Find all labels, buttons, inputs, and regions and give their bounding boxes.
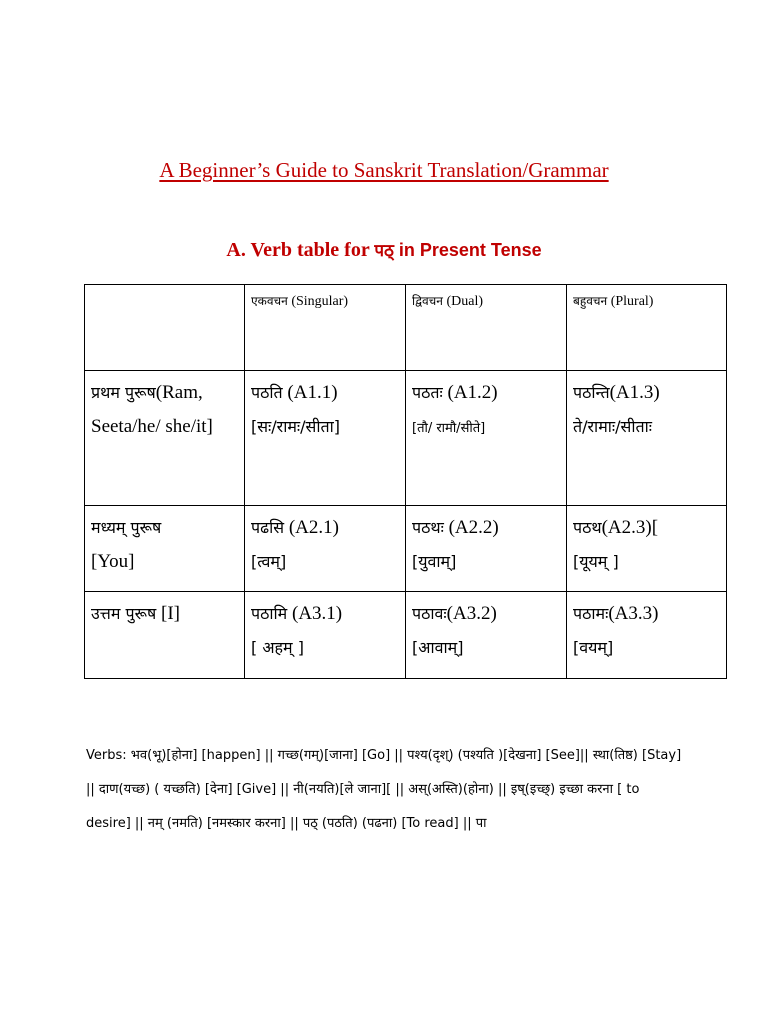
table-heading-prefix: A. Verb table for <box>226 239 375 261</box>
verb-table <box>84 284 727 679</box>
header-singular: एकवचन (Singular) <box>245 285 406 371</box>
table-heading <box>0 238 768 262</box>
cell-verb-form: पठावः(A3.2) [आवाम्] <box>406 592 567 679</box>
cell-verb-form: पठामि (A3.1) [ अहम् ] <box>245 592 406 679</box>
document-title: A Beginner’s Guide to Sanskrit Translation/Grammar <box>159 158 609 182</box>
table-heading-suffix: in Present Tense <box>393 240 542 260</box>
header-plural: बहुवचन (Plural) <box>567 285 727 371</box>
verb-root: पठ् <box>374 241 394 261</box>
header-empty-cell <box>85 285 245 371</box>
header-dual: द्विवचन (Dual) <box>406 285 567 371</box>
cell-verb-form: पठति (A1.1) [सः/रामः/सीता] <box>245 371 406 506</box>
row-label-first-person: उत्तम पुरूष [I] <box>85 592 245 679</box>
row-label-second-person: मध्यम् पुरूष [You] <box>85 506 245 592</box>
cell-verb-form: पढसि (A2.1) [त्वम्] <box>245 506 406 592</box>
cell-verb-form: पठन्ति(A1.3) ते/रामाः/सीताः <box>567 371 727 506</box>
verb-table-header-row <box>85 285 727 371</box>
cell-verb-form: पठथः (A2.2) [युवाम्] <box>406 506 567 592</box>
cell-verb-form: पठतः (A1.2) [तौ/ रामौ/सीते] <box>406 371 567 506</box>
table-row <box>85 592 727 679</box>
table-row <box>85 371 727 506</box>
table-row <box>85 506 727 592</box>
row-label-third-person: प्रथम पुरूष(Ram, Seeta/he/ she/it] <box>85 371 245 506</box>
verbs-list: Verbs: भव(भू)[होना] [happen] || गच्छ(गम्)[जाना] [Go] || पश्य(दृश्) (पश्यति )[देखना] [See]|| स्था(तिष्ठ) [Stay] || दाण(यच्छ) ( यच्छति) [देना] [Give] || नी(नयति)[ले जाना][ || अस्(अस्ति)(होना) || इष्(इच्छ्) इच्छा करना [ to desire] || नम् (नमति) [नमस्कार करना] || पठ् (पठति) (पढना) [To read] || पा <box>86 748 682 831</box>
cell-verb-form: पठथ(A2.3)[ [यूयम् ] <box>567 506 727 592</box>
cell-verb-form: पठामः(A3.3) [वयम्] <box>567 592 727 679</box>
